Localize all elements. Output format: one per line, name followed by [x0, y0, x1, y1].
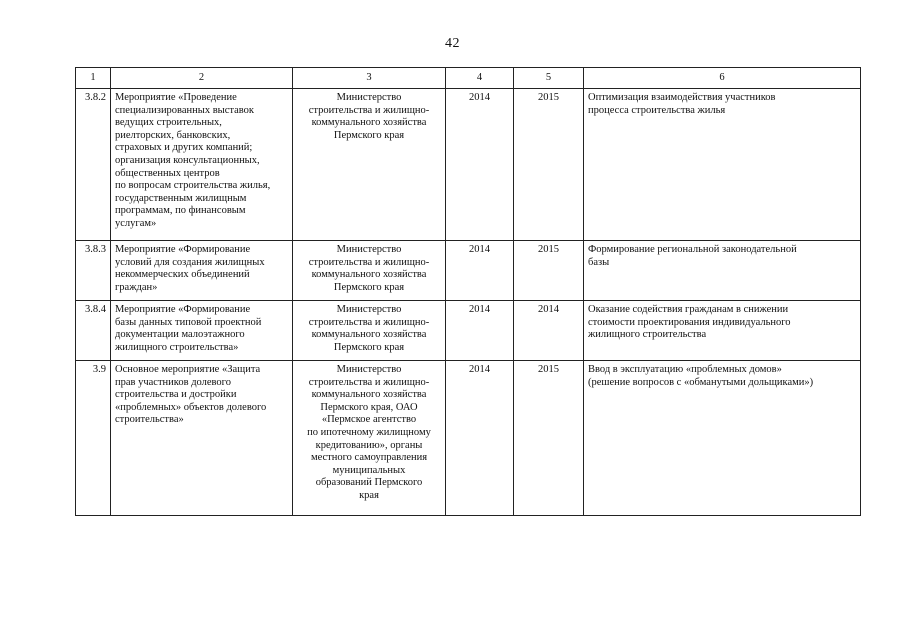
end-year-cell: 2014 — [514, 301, 584, 361]
column-header-result: 6 — [584, 68, 861, 89]
page-number: 42 — [445, 36, 460, 51]
result-cell — [584, 361, 861, 516]
start-year-cell: 2014 — [446, 361, 514, 516]
result-text: Ввод в эксплуатацию «проблемных домов» (решение вопросов с «обманутыми дольщиками») — [588, 364, 814, 388]
executor-text: Министерство строительства и жилищно- коммунального хозяйства Пермского края — [308, 92, 430, 141]
measure-number-cell: 3.8.4 — [76, 301, 111, 361]
executor-cell — [293, 89, 446, 241]
measure-description-cell — [111, 89, 293, 241]
measure-description-cell — [111, 241, 293, 301]
column-header-number: 1 — [76, 68, 111, 89]
measures-table — [75, 67, 861, 516]
measure-description-text: Мероприятие «Формирование базы данных типовой проектной документации малоэтажного жилищного строительства» — [115, 304, 262, 353]
column-header-executor: 3 — [293, 68, 446, 89]
executor-cell — [293, 301, 446, 361]
result-text: Оказание содействия гражданам в снижении стоимости проектирования индивидуального жилищного строительства — [588, 304, 791, 341]
result-cell — [584, 301, 861, 361]
measure-number-cell: 3.8.3 — [76, 241, 111, 301]
table-row — [76, 361, 861, 516]
column-header-start-year: 4 — [446, 68, 514, 89]
start-year-cell: 2014 — [446, 241, 514, 301]
result-text: Формирование региональной законодательной базы — [588, 244, 797, 268]
measure-description-cell — [111, 301, 293, 361]
executor-text: Министерство строительства и жилищно- коммунального хозяйства Пермского края — [308, 304, 430, 353]
result-cell — [584, 89, 861, 241]
table-row — [76, 89, 861, 241]
result-cell — [584, 241, 861, 301]
measure-description-text: Мероприятие «Формирование условий для создания жилищных некоммерческих объединений граждан» — [115, 244, 265, 293]
table-header-row — [76, 68, 861, 89]
end-year-cell: 2015 — [514, 241, 584, 301]
result-text: Оптимизация взаимодействия участников процесса строительства жилья — [588, 92, 776, 116]
measure-number-cell: 3.9 — [76, 361, 111, 516]
end-year-cell: 2015 — [514, 89, 584, 241]
column-header-description: 2 — [111, 68, 293, 89]
executor-cell — [293, 361, 446, 516]
table-row — [76, 241, 861, 301]
measure-number-cell: 3.8.2 — [76, 89, 111, 241]
executor-text: Министерство строительства и жилищно- коммунального хозяйства Пермского края, ОАО «Пермское агентство по ипотечному жилищному кредитованию», органы местного самоуправления муниципальных образований Пермского края — [307, 364, 431, 501]
start-year-cell: 2014 — [446, 301, 514, 361]
end-year-cell: 2015 — [514, 361, 584, 516]
table-row — [76, 301, 861, 361]
measure-description-text: Мероприятие «Проведение специализированных выставок ведущих строительных, риелторских, банковских, страховых и других компаний; организация консультационных, общественных центров по вопросам строительства жилья, государственным жилищным программам, по финансовым услугам» — [115, 92, 271, 229]
column-header-end-year: 5 — [514, 68, 584, 89]
executor-cell — [293, 241, 446, 301]
measure-description-cell — [111, 361, 293, 516]
measure-description-text: Основное мероприятие «Защита прав участников долевого строительства и достройки «проблемных» объектов долевого строительства» — [115, 364, 267, 426]
executor-text: Министерство строительства и жилищно- коммунального хозяйства Пермского края — [308, 244, 430, 293]
start-year-cell: 2014 — [446, 89, 514, 241]
